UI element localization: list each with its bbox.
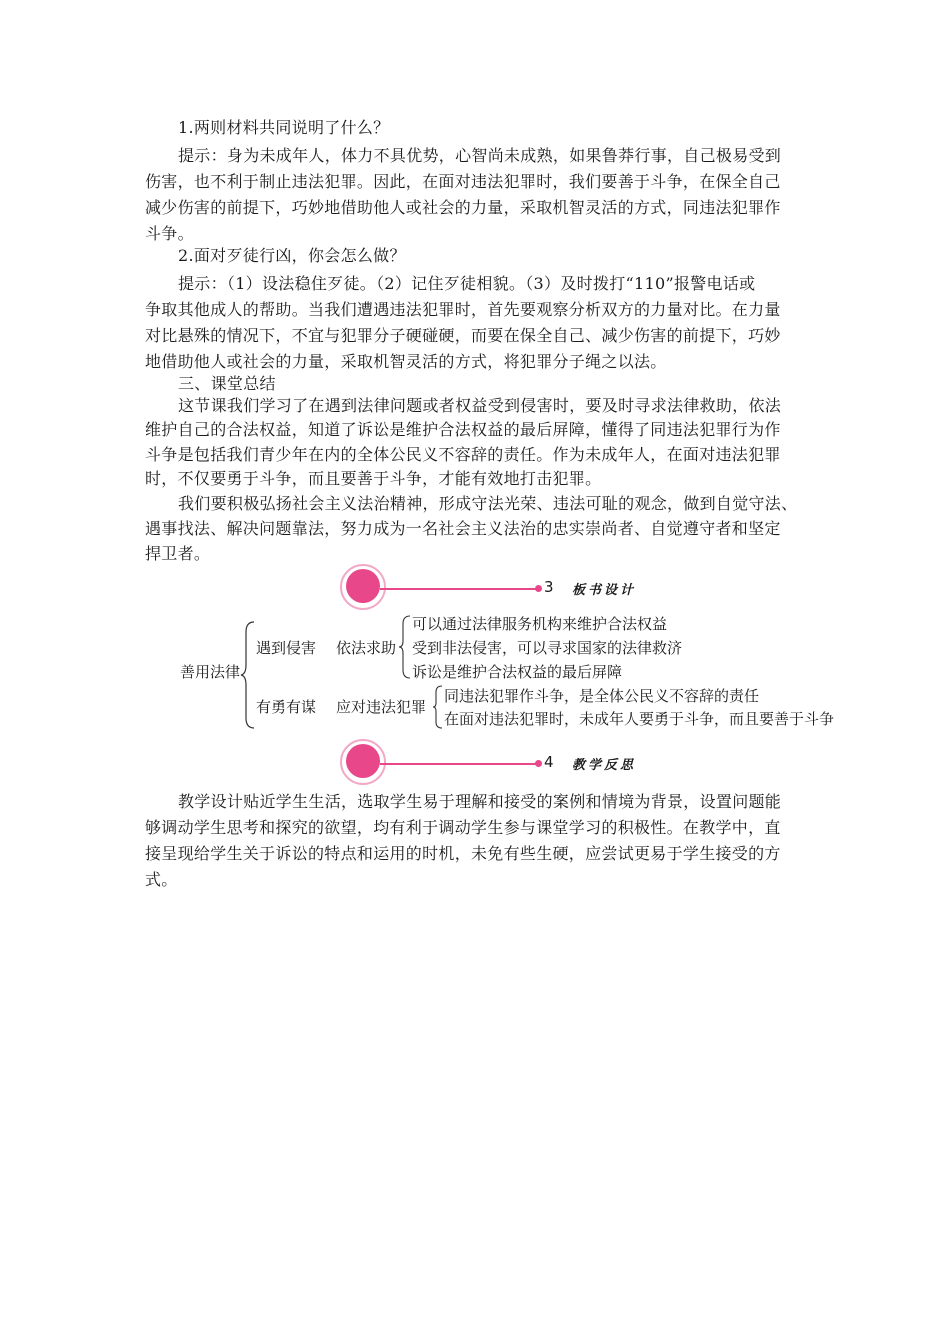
brace-icon bbox=[240, 620, 256, 730]
reflection-line: 接呈现给学生关于诉讼的特点和运用的时机，未免有些生硬，应尝试更易于学生接受的方 bbox=[145, 844, 781, 863]
branch-1-item: 可以通过法律服务机构来维护合法权益 bbox=[412, 615, 668, 633]
section-number: 4 bbox=[544, 753, 554, 771]
question-1: 1.两则材料共同说明了什么？ bbox=[178, 118, 390, 137]
dot-icon bbox=[535, 585, 542, 592]
branch-1-item: 诉讼是维护合法权益的最后屏障 bbox=[412, 663, 623, 681]
summary-1-line: 时，不仅要勇于斗争，而且要善于斗争，才能有效地打击犯罪。 bbox=[145, 469, 602, 488]
summary-2-line: 捍卫者。 bbox=[145, 544, 211, 563]
hint-2-line: 提示：（1）设法稳住歹徒。（2）记住歹徒相貌。（3）及时拨打“110”报警电话或 bbox=[178, 274, 756, 293]
summary-1-line: 这节课我们学习了在遇到法律问题或者权益受到侵害时，要及时寻求法律救助，依法 bbox=[178, 396, 782, 415]
section-rule bbox=[380, 763, 540, 765]
summary-1-line: 维护自己的合法权益，知道了诉讼是维护合法权益的最后屏障，懂得了同违法犯罪行为作 bbox=[145, 420, 781, 439]
brace-icon bbox=[432, 684, 444, 730]
hint-1-line: 减少伤害的前提下，巧妙地借助他人或社会的力量，采取机智灵活的方式，同违法犯罪作 bbox=[145, 198, 781, 217]
hint-2-line: 地借助他人或社会的力量，采取机智灵活的方式，将犯罪分子绳之以法。 bbox=[145, 352, 667, 371]
summary-heading: 三、课堂总结 bbox=[178, 374, 276, 393]
hint-2-line: 争取其他成人的帮助。当我们遭遇违法犯罪时，首先要观察分析双方的力量对比。在力量 bbox=[145, 300, 781, 319]
reflection-line: 够调动学生思考和探究的欲望，均有利于调动学生参与课堂学习的积极性。在教学中，直 bbox=[145, 818, 781, 837]
section-number: 3 bbox=[544, 578, 554, 596]
section-header-teaching-reflection bbox=[340, 739, 720, 785]
section-rule bbox=[380, 588, 540, 590]
branch-2-sub: 应对违法犯罪 bbox=[336, 698, 427, 716]
reflection-line: 式。 bbox=[145, 870, 178, 889]
summary-2-line: 我们要积极弘扬社会主义法治精神，形成守法光荣、违法可耻的观念，做到自觉守法、 bbox=[178, 494, 798, 513]
dot-icon bbox=[535, 760, 542, 767]
circle-icon-fill bbox=[346, 569, 380, 603]
hint-1-line: 提示：身为未成年人，体力不具优势，心智尚未成熟，如果鲁莽行事，自己极易受到 bbox=[178, 146, 782, 165]
hint-1-line: 斗争。 bbox=[145, 224, 194, 243]
reflection-line: 教学设计贴近学生生活，选取学生易于理解和接受的案例和情境为背景，设置问题能 bbox=[178, 792, 782, 811]
hint-1-line: 伤害，也不利于制止违法犯罪。因此，在面对违法犯罪时，我们要善于斗争，在保全自己 bbox=[145, 172, 781, 191]
branch-2-item: 同违法犯罪作斗争，是全体公民义不容辞的责任 bbox=[444, 687, 760, 705]
branch-2-label: 有勇有谋 bbox=[256, 698, 317, 716]
circle-icon-fill bbox=[346, 744, 380, 778]
brace-icon bbox=[398, 614, 412, 680]
branch-1-item: 受到非法侵害，可以寻求国家的法律救济 bbox=[412, 639, 683, 657]
section-header-board-design bbox=[340, 564, 720, 610]
branch-2-item: 在面对违法犯罪时，未成年人要勇于斗争，而且要善于斗争 bbox=[444, 710, 835, 728]
section-title: 板书设计 bbox=[572, 583, 637, 598]
summary-2-line: 遇事找法、解决问题靠法，努力成为一名社会主义法治的忠实崇尚者、自觉遵守者和坚定 bbox=[145, 519, 781, 538]
branch-1-sub: 依法求助 bbox=[336, 639, 397, 657]
section-title: 教学反思 bbox=[572, 758, 637, 773]
hint-2-line: 对比悬殊的情况下，不宜与犯罪分子硬碰硬，而要在保全自己、减少伤害的前提下，巧妙 bbox=[145, 326, 781, 345]
branch-1-label: 遇到侵害 bbox=[256, 639, 317, 657]
summary-1-line: 斗争是包括我们青少年在内的全体公民义不容辞的责任。作为未成年人，在面对违法犯罪 bbox=[145, 445, 781, 464]
question-2: 2.面对歹徒行凶，你会怎么做？ bbox=[178, 246, 406, 265]
board-root: 善用法律 bbox=[180, 663, 241, 681]
